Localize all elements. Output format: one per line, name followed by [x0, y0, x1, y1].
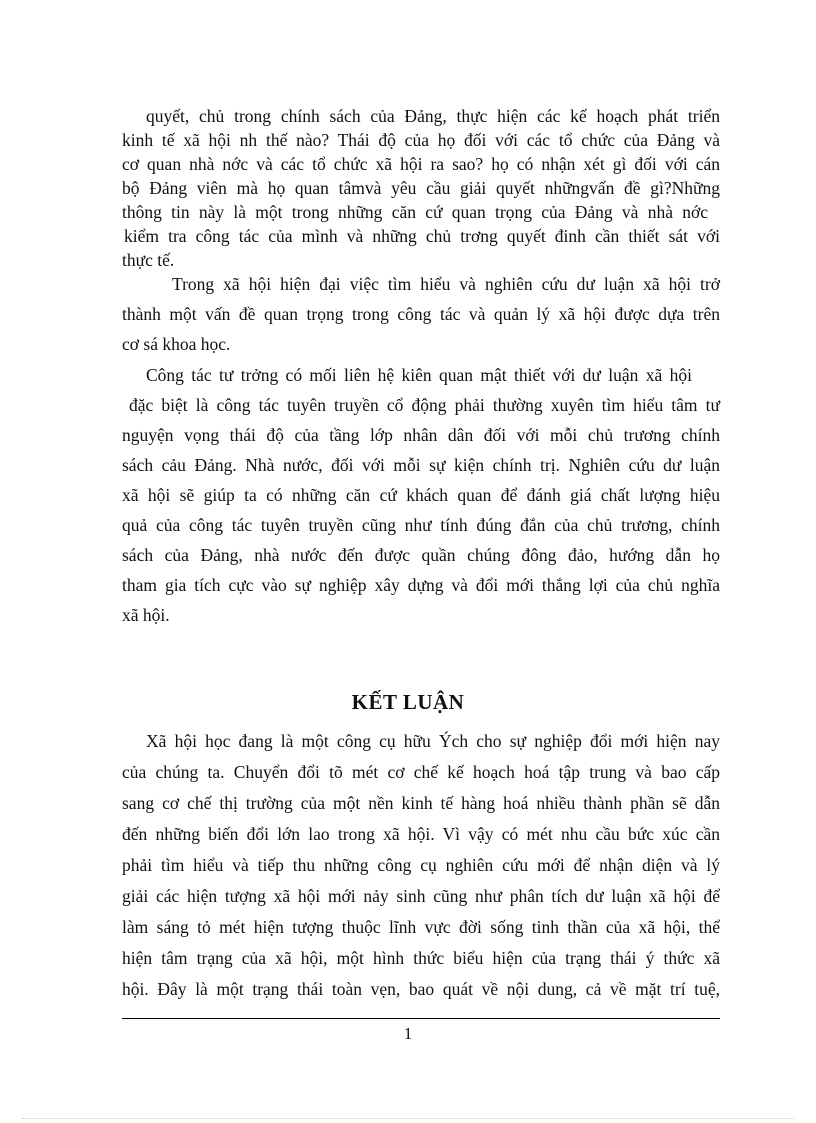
body-line: đặc biệt là công tác tuyên truyền cổ động phải thường xuyên tìm hiểu tâm tư — [129, 395, 720, 415]
body-line: Trong xã hội hiện đại việc tìm hiểu và nghiên cứu dư luận xã hội trở — [172, 274, 720, 294]
body-line: hiện tâm trạng của xã hội, một hình thức biểu hiện của trạng thái ý thức xã — [122, 948, 720, 968]
body-line: xã hội sẽ giúp ta có những căn cứ khách quan để đánh giá chất lượng hiệu — [122, 485, 720, 505]
body-line: quả của công tác tuyên truyền cũng như tính đúng đắn của chủ trương, chính — [122, 515, 720, 535]
body-line: tham gia tích cực vào sự nghiệp xây dựng và đổi mới thắng lợi của chủ nghĩa — [122, 575, 720, 595]
body-line: cơ sá khoa học. — [122, 334, 231, 354]
body-line: hội. Đây là một trạng thái toàn vẹn, bao quát về nội dung, cả về mặt trí tuệ, — [122, 979, 720, 999]
body-line: xã hội. — [122, 605, 170, 625]
body-line: thành một vấn đề quan trọng trong công tác và quản lý xã hội được dựa trên — [122, 304, 720, 324]
body-line: thực tế. — [122, 250, 175, 270]
body-line: sang cơ chế thị trường của một nền kinh tế hàng hoá nhiều thành phần sẽ dẫn — [122, 793, 720, 813]
body-line: đến những biến đổi lớn lao trong xã hội. Vì vậy có mét nhu cầu bức xúc cần — [122, 824, 720, 844]
body-line: cơ quan nhà nớc và các tổ chức xã hội ra sao? họ có nhận xét gì đối với cán — [122, 154, 720, 174]
body-line: quyết, chủ trong chính sách của Đảng, thực hiện các kế hoạch phát triển — [146, 106, 720, 126]
body-line: kinh tế xã hội nh thế nào? Thái độ của họ đối với các tổ chức của Đảng và — [122, 130, 720, 150]
body-line: Xã hội học đang là một công cụ hữu Ých cho sự nghiệp đổi mới hiện nay — [146, 731, 720, 751]
body-line: nguyện vọng thái độ của tầng lớp nhân dân đối với mỗi chủ trương chính — [122, 425, 720, 445]
body-line: làm sáng tỏ mét hiện tượng thuộc lĩnh vực đời sống tinh thần của xã hội, thể — [122, 917, 720, 937]
body-line: sách của Đảng, nhà nước đến được quần chúng đông đảo, hướng dẫn họ — [122, 545, 720, 565]
body-line: phải tìm hiểu và tiếp thu những công cụ nghiên cứu mới để nhận diện và lý — [122, 855, 720, 875]
body-line: kiểm tra công tác của mình và những chủ trơng quyết đinh cần thiết sát với — [124, 226, 720, 246]
body-line: giải các hiện tượng xã hội mới nảy sinh cũng như phân tích dư luận xã hội để — [122, 886, 720, 906]
section-heading: KẾT LUẬN — [351, 690, 465, 714]
footer-rule — [122, 1018, 720, 1019]
body-line: của chúng ta. Chuyển đổi tõ mét cơ chế kế hoạch hoá tập trung và bao cấp — [122, 762, 720, 782]
body-line: thông tin này là một trong những căn cứ quan trọng của Đảng và nhà nớc — [122, 202, 708, 222]
body-line: bộ Đảng viên mà họ quan tâmvà yêu cầu giải quyết nhữngvấn đề gì?Những — [122, 178, 720, 198]
body-line: sách cảu Đảng. Nhà nước, đối với mỗi sự kiện chính trị. Nghiên cứu dư luận — [122, 455, 720, 475]
page-number: 1 — [403, 1024, 413, 1043]
body-line: Công tác tư trởng có mối liên hệ kiên quan mật thiết với dư luận xã hội — [146, 365, 692, 385]
page-bottom-border — [22, 1118, 794, 1119]
